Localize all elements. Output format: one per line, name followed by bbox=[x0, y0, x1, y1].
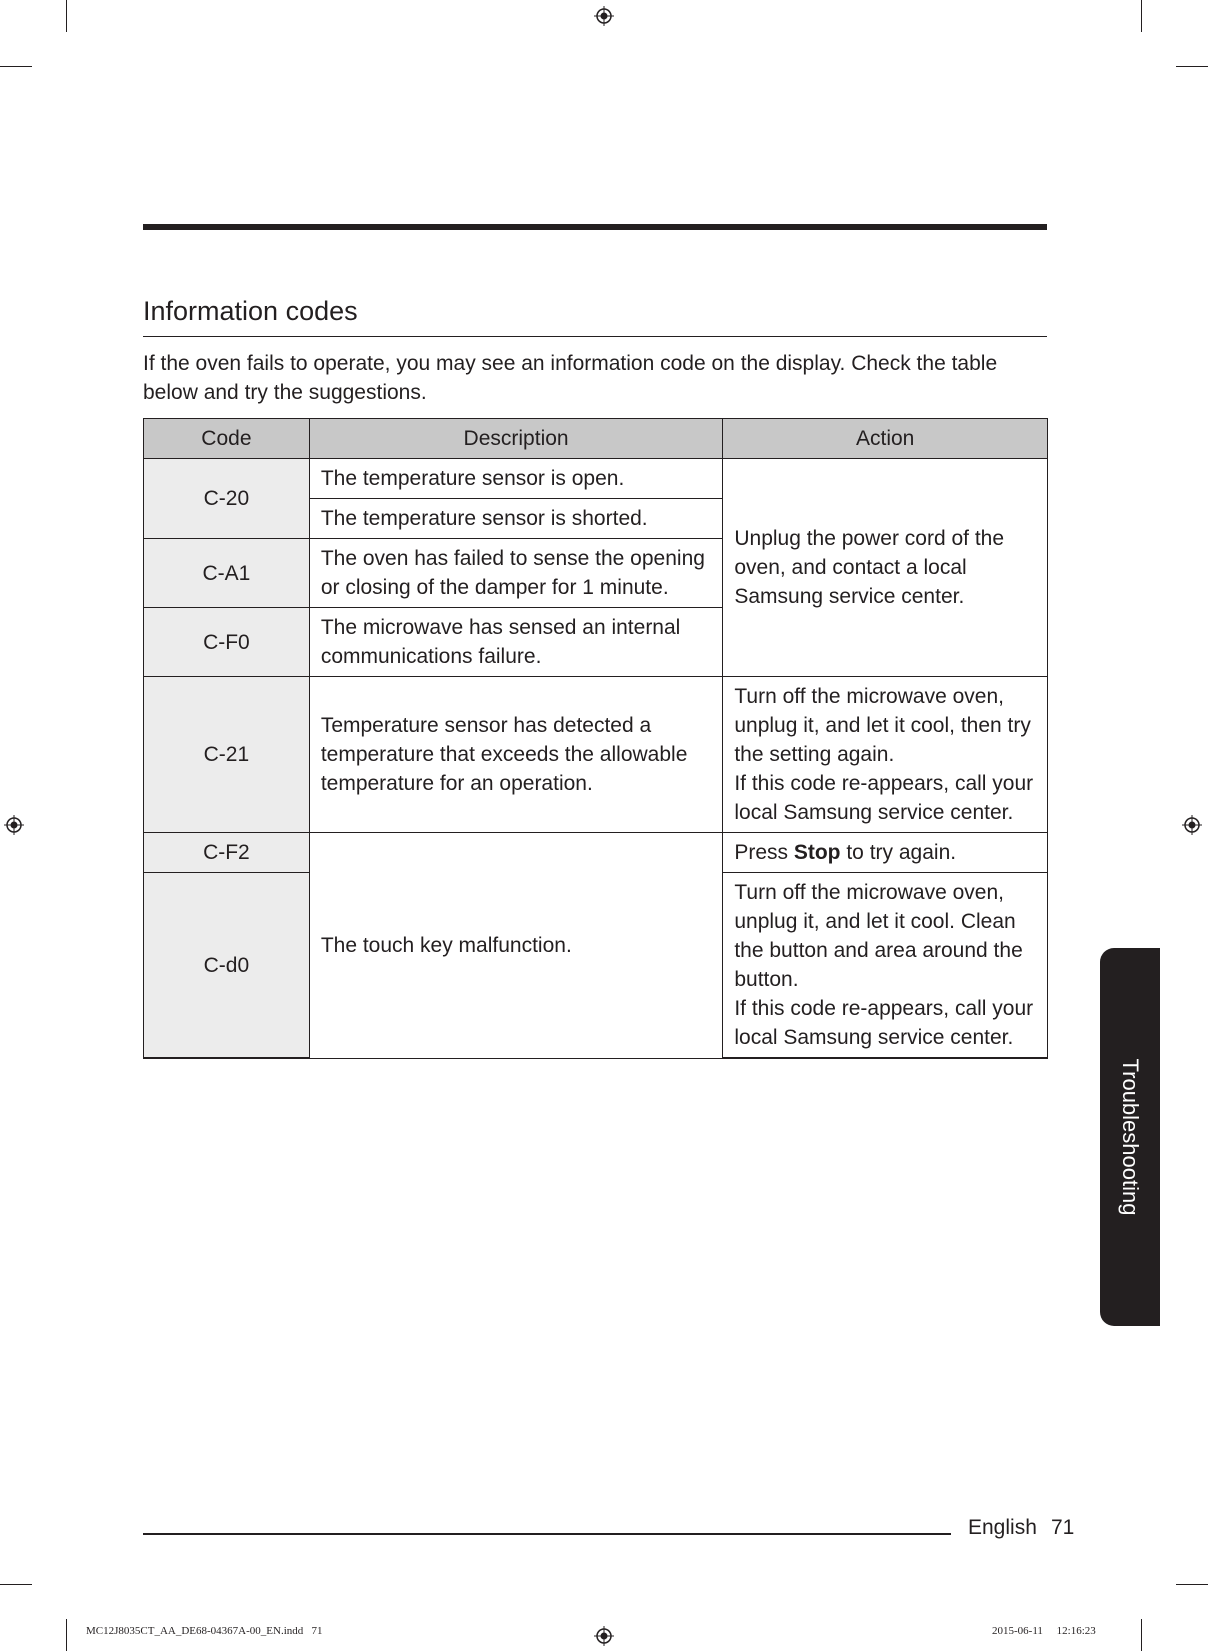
table-header-row bbox=[144, 419, 1048, 459]
header-action: Action bbox=[723, 419, 1048, 459]
registration-mark-icon bbox=[4, 815, 24, 835]
information-codes-table bbox=[143, 418, 1048, 1059]
code-cell: C-21 bbox=[144, 677, 310, 833]
registration-mark-icon bbox=[594, 6, 614, 26]
registration-mark-icon bbox=[1182, 815, 1202, 835]
footer-language: English bbox=[968, 1516, 1037, 1539]
header-code: Code bbox=[144, 419, 310, 459]
crop-mark bbox=[66, 0, 67, 32]
code-cell: C-F0 bbox=[144, 608, 310, 677]
description-cell: The oven has failed to sense the opening or closing of the damper for 1 minute. bbox=[309, 539, 723, 608]
table-row bbox=[144, 677, 1048, 833]
description-cell: Temperature sensor has detected a temperature that exceeds the allowable temperature for an operation. bbox=[309, 677, 723, 833]
stop-key-label: Stop bbox=[793, 841, 841, 864]
description-cell: The microwave has sensed an internal communications failure. bbox=[309, 608, 723, 677]
action-cell: Unplug the power cord of the oven, and contact a local Samsung service center. bbox=[723, 459, 1048, 677]
table-row bbox=[144, 459, 1048, 499]
action-text: Press bbox=[734, 841, 794, 864]
description-cell: The temperature sensor is open. bbox=[309, 459, 723, 499]
action-cell bbox=[723, 833, 1048, 873]
page-number: 71 bbox=[1051, 1516, 1075, 1539]
crop-mark bbox=[66, 1619, 67, 1651]
registration-mark-icon bbox=[594, 1626, 614, 1646]
print-slug-date: 2015-06-11 12:16:23 bbox=[992, 1625, 1096, 1637]
intro-paragraph: If the oven fails to operate, you may see an information code on the display. Check the table below and try the suggestions. bbox=[143, 352, 998, 404]
crop-mark bbox=[1141, 1619, 1142, 1651]
code-cell: C-A1 bbox=[144, 539, 310, 608]
section-top-rule bbox=[143, 224, 1047, 230]
description-cell: The touch key malfunction. bbox=[309, 833, 723, 1059]
action-cell bbox=[723, 873, 1048, 1059]
side-tab-label: Troubleshooting bbox=[1118, 1058, 1143, 1216]
footer-rule bbox=[143, 1533, 951, 1535]
title-divider bbox=[143, 336, 1047, 337]
print-slug-file: MC12J8035CT_AA_DE68-04367A-00_EN.indd 71 bbox=[86, 1625, 323, 1637]
crop-mark bbox=[1176, 66, 1208, 67]
header-description: Description bbox=[309, 419, 723, 459]
action-text: to try again. bbox=[840, 841, 957, 864]
crop-mark bbox=[0, 1584, 32, 1585]
page-title: Information codes bbox=[143, 296, 358, 326]
code-cell: C-d0 bbox=[144, 873, 310, 1059]
action-text: If this code re-appears, call your local Samsung service center. bbox=[734, 772, 1034, 824]
action-text: Turn off the microwave oven, unplug it, and let it cool, then try the setting again. bbox=[734, 685, 1031, 766]
crop-mark bbox=[0, 66, 32, 67]
action-text: Turn off the microwave oven, unplug it, and let it cool. Clean the button and area around the button. bbox=[734, 881, 1023, 991]
crop-mark bbox=[1176, 1584, 1208, 1585]
table-row bbox=[144, 833, 1048, 873]
action-text: If this code re-appears, call your local Samsung service center. bbox=[734, 997, 1034, 1049]
action-cell bbox=[723, 677, 1048, 833]
crop-mark bbox=[1141, 0, 1142, 32]
description-cell: The temperature sensor is shorted. bbox=[309, 499, 723, 539]
code-cell: C-F2 bbox=[144, 833, 310, 873]
code-cell: C-20 bbox=[144, 459, 310, 539]
